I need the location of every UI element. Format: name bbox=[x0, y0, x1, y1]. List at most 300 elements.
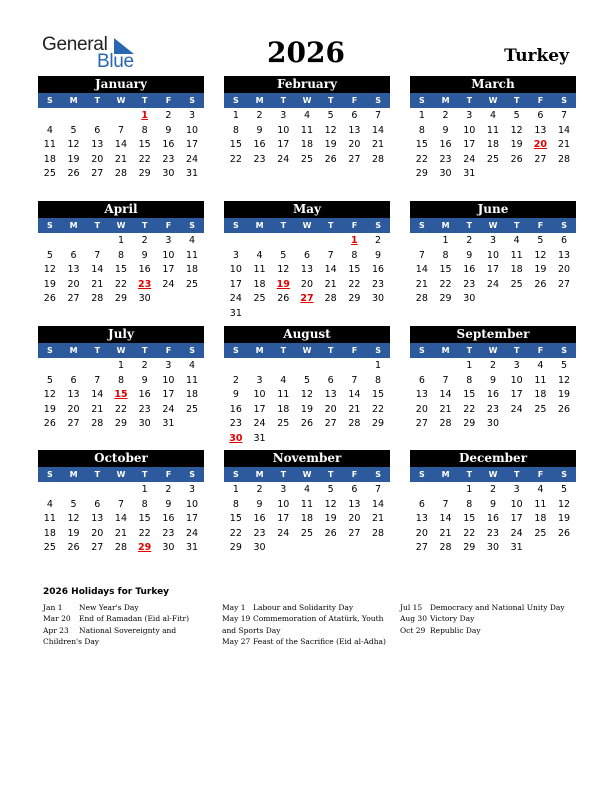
day-cell: 19 bbox=[534, 264, 547, 275]
weekday-label: W bbox=[116, 470, 126, 479]
weekday-label: S bbox=[375, 221, 382, 230]
day-cell: 21 bbox=[372, 513, 385, 524]
month-december bbox=[410, 450, 576, 556]
holiday-name: Democracy and National Unity Day bbox=[430, 603, 565, 612]
day-cell: 11 bbox=[534, 374, 547, 386]
day-cell: 22 bbox=[463, 403, 476, 415]
day-grid bbox=[410, 358, 576, 432]
day-cell: 3 bbox=[189, 484, 196, 495]
day-cell: 23 bbox=[162, 527, 175, 539]
day-cell: 9 bbox=[442, 124, 449, 136]
day-cell: 28 bbox=[372, 153, 385, 165]
empty-cell bbox=[109, 109, 133, 124]
day-cell: 17 bbox=[162, 389, 175, 400]
day-cell: 11 bbox=[277, 389, 290, 400]
day-cell: 7 bbox=[375, 484, 382, 495]
day-cell: 3 bbox=[466, 110, 473, 121]
holiday-day-cell: 19 bbox=[276, 278, 290, 290]
day-cell: 17 bbox=[186, 139, 199, 150]
logo-text-general: General bbox=[42, 34, 108, 55]
day-cell: 5 bbox=[46, 249, 53, 261]
day-cell: 14 bbox=[372, 498, 385, 510]
day-cell: 23 bbox=[162, 153, 175, 165]
day-cell: 4 bbox=[303, 484, 310, 495]
day-cell: 26 bbox=[558, 403, 571, 415]
month-february bbox=[224, 76, 390, 167]
day-cell: 1 bbox=[232, 110, 239, 121]
weekday-label: S bbox=[232, 96, 239, 105]
weekday-label: W bbox=[302, 221, 312, 230]
day-cell: 2 bbox=[442, 110, 449, 121]
day-cell: 20 bbox=[67, 278, 80, 290]
month-title: February bbox=[224, 76, 390, 93]
holiday-date: Mar 20 bbox=[43, 614, 71, 624]
weekday-label: F bbox=[537, 346, 544, 355]
day-cell: 5 bbox=[70, 124, 77, 136]
day-cell: 30 bbox=[486, 542, 499, 553]
holiday-entry bbox=[43, 602, 213, 613]
day-cell: 22 bbox=[348, 278, 361, 290]
day-cell: 19 bbox=[300, 403, 313, 415]
day-cell: 11 bbox=[510, 249, 523, 261]
day-cell: 28 bbox=[558, 153, 571, 165]
day-cell: 22 bbox=[114, 278, 127, 290]
month-may bbox=[224, 201, 390, 321]
day-cell: 12 bbox=[558, 374, 571, 386]
month-title: July bbox=[38, 326, 204, 343]
day-cell: 10 bbox=[162, 249, 175, 261]
day-cell: 10 bbox=[186, 124, 199, 136]
day-cell: 25 bbox=[510, 278, 523, 290]
day-cell: 27 bbox=[67, 418, 80, 429]
weekday-label: S bbox=[232, 346, 239, 355]
weekday-label: F bbox=[537, 470, 544, 479]
day-cell: 20 bbox=[415, 527, 428, 539]
day-cell: 4 bbox=[256, 249, 263, 261]
holiday-column bbox=[400, 602, 570, 636]
weekday-header bbox=[410, 467, 576, 482]
day-cell: 18 bbox=[277, 403, 290, 415]
holiday-date: Jan 1 bbox=[43, 603, 63, 612]
month-january bbox=[38, 76, 204, 182]
empty-cell bbox=[295, 234, 319, 249]
day-cell: 26 bbox=[277, 293, 290, 304]
holiday-name: New Year's Day bbox=[79, 603, 139, 612]
day-cell: 12 bbox=[43, 389, 56, 400]
day-cell: 19 bbox=[324, 513, 337, 524]
day-cell: 9 bbox=[165, 124, 172, 136]
day-cell: 16 bbox=[138, 389, 151, 400]
month-title: November bbox=[224, 450, 390, 467]
empty-cell bbox=[62, 483, 86, 498]
day-cell: 16 bbox=[162, 513, 175, 524]
day-cell: 8 bbox=[232, 124, 239, 136]
day-cell: 9 bbox=[141, 374, 148, 386]
day-cell: 29 bbox=[415, 168, 428, 179]
day-cell: 9 bbox=[256, 498, 263, 510]
day-cell: 5 bbox=[327, 110, 334, 121]
day-cell: 25 bbox=[186, 403, 199, 415]
day-cell: 8 bbox=[466, 374, 473, 386]
day-cell: 17 bbox=[186, 513, 199, 524]
weekday-label: S bbox=[189, 470, 196, 479]
weekday-label: T bbox=[94, 470, 101, 479]
day-cell: 15 bbox=[138, 513, 151, 524]
day-cell: 10 bbox=[463, 124, 476, 136]
day-cell: 29 bbox=[463, 418, 476, 429]
day-cell: 20 bbox=[348, 513, 361, 524]
weekday-label: M bbox=[69, 470, 78, 479]
day-cell: 12 bbox=[43, 264, 56, 275]
weekday-label: F bbox=[351, 470, 358, 479]
weekday-label: T bbox=[280, 470, 287, 479]
day-cell: 11 bbox=[534, 498, 547, 510]
day-cell: 24 bbox=[510, 527, 523, 539]
day-cell: 14 bbox=[91, 264, 104, 275]
day-cell: 3 bbox=[165, 360, 172, 371]
weekday-label: T bbox=[514, 96, 520, 105]
weekday-label: W bbox=[488, 346, 498, 355]
day-cell: 27 bbox=[91, 542, 104, 553]
day-cell: 30 bbox=[463, 293, 476, 304]
day-cell: 13 bbox=[91, 513, 104, 524]
day-cell: 10 bbox=[253, 389, 266, 400]
day-cell: 22 bbox=[415, 153, 428, 165]
day-cell: 28 bbox=[91, 418, 104, 429]
day-cell: 10 bbox=[510, 374, 523, 386]
weekday-label: T bbox=[280, 96, 287, 105]
day-cell: 20 bbox=[558, 264, 571, 275]
weekday-header bbox=[224, 93, 390, 108]
day-cell: 25 bbox=[534, 527, 547, 539]
day-cell: 3 bbox=[513, 360, 520, 371]
weekday-label: S bbox=[46, 221, 53, 230]
weekday-label: S bbox=[232, 221, 239, 230]
holiday-name: Feast of the Sacrifice (Eid al-Adha) bbox=[253, 636, 386, 646]
weekday-label: S bbox=[46, 346, 53, 355]
weekday-label: W bbox=[116, 346, 126, 355]
day-cell: 7 bbox=[418, 249, 425, 261]
day-cell: 12 bbox=[324, 124, 337, 136]
holiday-day-cell: 20 bbox=[533, 139, 547, 150]
day-cell: 10 bbox=[229, 264, 242, 275]
day-cell: 15 bbox=[114, 264, 127, 275]
holiday-date: Jul 15 bbox=[400, 603, 423, 612]
empty-cell bbox=[62, 109, 86, 124]
holiday-date: May 1 bbox=[222, 603, 246, 612]
day-cell: 2 bbox=[232, 374, 239, 386]
day-cell: 12 bbox=[300, 389, 313, 400]
day-cell: 18 bbox=[534, 389, 547, 400]
day-cell: 9 bbox=[489, 374, 496, 386]
weekday-label: S bbox=[189, 96, 196, 105]
weekday-label: T bbox=[466, 221, 473, 230]
day-cell: 25 bbox=[300, 153, 313, 165]
weekday-label: M bbox=[255, 346, 264, 355]
day-grid bbox=[410, 108, 576, 182]
day-cell: 1 bbox=[232, 484, 239, 495]
day-cell: 1 bbox=[442, 235, 449, 246]
weekday-label: T bbox=[328, 96, 334, 105]
day-cell: 23 bbox=[138, 403, 151, 415]
holiday-date: Aug 30 bbox=[400, 614, 427, 624]
weekday-label: W bbox=[488, 221, 498, 230]
empty-cell bbox=[38, 359, 62, 374]
day-cell: 13 bbox=[534, 124, 547, 136]
weekday-label: S bbox=[189, 221, 196, 230]
day-cell: 14 bbox=[114, 139, 127, 150]
empty-cell bbox=[295, 359, 319, 374]
weekday-label: S bbox=[46, 96, 53, 105]
day-cell: 4 bbox=[303, 110, 310, 121]
day-cell: 1 bbox=[466, 360, 473, 371]
empty-cell bbox=[319, 359, 343, 374]
month-april bbox=[38, 201, 204, 307]
day-cell: 4 bbox=[189, 360, 196, 371]
month-march bbox=[410, 76, 576, 182]
day-cell: 16 bbox=[372, 264, 385, 275]
day-cell: 30 bbox=[486, 418, 499, 429]
day-cell: 24 bbox=[277, 153, 290, 165]
weekday-label: S bbox=[561, 221, 568, 230]
day-cell: 12 bbox=[534, 249, 547, 261]
weekday-label: T bbox=[328, 470, 334, 479]
day-cell: 13 bbox=[67, 389, 80, 400]
holiday-name: End of Ramadan (Eid al-Fitr) bbox=[79, 614, 190, 624]
day-cell: 26 bbox=[67, 168, 80, 179]
weekday-label: T bbox=[94, 96, 101, 105]
day-cell: 31 bbox=[186, 542, 199, 553]
day-cell: 23 bbox=[463, 278, 476, 290]
day-cell: 8 bbox=[232, 498, 239, 510]
day-cell: 11 bbox=[186, 249, 199, 261]
day-cell: 21 bbox=[372, 139, 385, 150]
day-cell: 15 bbox=[415, 139, 428, 150]
holiday-column bbox=[43, 602, 213, 647]
day-cell: 21 bbox=[114, 153, 127, 165]
day-cell: 13 bbox=[415, 513, 428, 524]
day-cell: 27 bbox=[558, 278, 571, 290]
day-cell: 18 bbox=[43, 153, 56, 165]
day-cell: 7 bbox=[117, 498, 124, 510]
day-cell: 6 bbox=[303, 249, 310, 261]
day-cell: 23 bbox=[253, 527, 266, 539]
day-cell: 20 bbox=[91, 527, 104, 539]
day-cell: 15 bbox=[229, 139, 242, 150]
empty-cell bbox=[343, 359, 367, 374]
month-title: October bbox=[38, 450, 204, 467]
day-cell: 4 bbox=[489, 110, 496, 121]
month-title: August bbox=[224, 326, 390, 343]
day-cell: 6 bbox=[537, 110, 544, 121]
day-cell: 3 bbox=[280, 110, 287, 121]
day-cell: 13 bbox=[324, 389, 337, 400]
day-cell: 9 bbox=[141, 249, 148, 261]
day-cell: 27 bbox=[348, 153, 361, 165]
weekday-label: F bbox=[165, 221, 172, 230]
day-cell: 12 bbox=[510, 124, 523, 136]
day-cell: 16 bbox=[486, 389, 499, 400]
month-june bbox=[410, 201, 576, 307]
day-cell: 29 bbox=[348, 293, 361, 304]
month-july bbox=[38, 326, 204, 432]
day-cell: 19 bbox=[324, 139, 337, 150]
day-cell: 27 bbox=[415, 542, 428, 553]
day-cell: 17 bbox=[277, 139, 290, 150]
weekday-label: T bbox=[94, 221, 101, 230]
day-grid bbox=[38, 358, 204, 432]
empty-cell bbox=[85, 359, 109, 374]
empty-cell bbox=[410, 359, 434, 374]
day-cell: 14 bbox=[439, 513, 452, 524]
month-title: May bbox=[224, 201, 390, 218]
day-cell: 18 bbox=[486, 139, 499, 150]
day-cell: 31 bbox=[162, 418, 175, 429]
empty-cell bbox=[271, 234, 295, 249]
day-cell: 26 bbox=[43, 293, 56, 304]
day-cell: 28 bbox=[439, 418, 452, 429]
day-cell: 26 bbox=[300, 418, 313, 429]
weekday-label: M bbox=[441, 221, 450, 230]
day-cell: 8 bbox=[351, 249, 358, 261]
holiday-name: Republic Day bbox=[430, 625, 481, 635]
day-cell: 14 bbox=[439, 389, 452, 400]
calendar-country: Turkey bbox=[504, 46, 569, 66]
day-cell: 27 bbox=[534, 153, 547, 165]
day-grid bbox=[224, 108, 390, 167]
day-cell: 26 bbox=[324, 527, 337, 539]
day-cell: 19 bbox=[67, 153, 80, 165]
empty-cell bbox=[319, 234, 343, 249]
day-cell: 22 bbox=[229, 153, 242, 165]
weekday-header bbox=[410, 93, 576, 108]
holiday-name: Commemoration of Atatürk, Youth and Sports Day bbox=[222, 614, 384, 635]
day-cell: 30 bbox=[138, 293, 151, 304]
day-cell: 2 bbox=[141, 360, 148, 371]
day-cell: 13 bbox=[300, 264, 313, 275]
holiday-entry bbox=[222, 602, 392, 613]
weekday-label: T bbox=[280, 221, 287, 230]
day-grid bbox=[224, 358, 390, 446]
day-cell: 14 bbox=[91, 389, 104, 400]
day-cell: 16 bbox=[253, 513, 266, 524]
weekday-label: T bbox=[514, 221, 520, 230]
day-cell: 21 bbox=[348, 403, 361, 415]
weekday-label: W bbox=[302, 96, 312, 105]
day-cell: 31 bbox=[510, 542, 523, 553]
day-cell: 21 bbox=[415, 278, 428, 290]
day-cell: 15 bbox=[463, 513, 476, 524]
day-cell: 1 bbox=[418, 110, 425, 121]
day-cell: 21 bbox=[91, 403, 104, 415]
day-cell: 9 bbox=[489, 498, 496, 510]
empty-cell bbox=[224, 234, 248, 249]
empty-cell bbox=[248, 359, 272, 374]
day-cell: 26 bbox=[534, 278, 547, 290]
weekday-label: M bbox=[69, 221, 78, 230]
day-cell: 6 bbox=[561, 235, 568, 246]
day-cell: 6 bbox=[418, 498, 425, 510]
weekday-label: S bbox=[418, 346, 425, 355]
day-cell: 6 bbox=[94, 498, 101, 510]
day-cell: 24 bbox=[229, 293, 242, 304]
day-cell: 14 bbox=[114, 513, 127, 524]
day-cell: 25 bbox=[186, 278, 199, 290]
day-cell: 8 bbox=[375, 374, 382, 386]
empty-cell bbox=[62, 234, 86, 249]
weekday-label: F bbox=[537, 221, 544, 230]
day-cell: 3 bbox=[189, 110, 196, 121]
day-cell: 25 bbox=[486, 153, 499, 165]
day-cell: 4 bbox=[537, 484, 544, 495]
day-cell: 8 bbox=[141, 498, 148, 510]
holiday-entry bbox=[222, 636, 392, 647]
weekday-header bbox=[410, 218, 576, 233]
day-cell: 2 bbox=[489, 360, 496, 371]
day-cell: 9 bbox=[256, 124, 263, 136]
day-cell: 20 bbox=[415, 403, 428, 415]
day-cell: 26 bbox=[43, 418, 56, 429]
day-grid bbox=[224, 233, 390, 321]
day-cell: 26 bbox=[324, 153, 337, 165]
day-cell: 17 bbox=[277, 513, 290, 524]
empty-cell bbox=[271, 359, 295, 374]
day-cell: 16 bbox=[229, 403, 242, 415]
day-cell: 7 bbox=[351, 374, 358, 386]
day-cell: 7 bbox=[327, 249, 334, 261]
day-cell: 10 bbox=[162, 374, 175, 386]
day-cell: 19 bbox=[43, 278, 56, 290]
weekday-label: M bbox=[255, 470, 264, 479]
holiday-entry bbox=[400, 625, 570, 636]
empty-cell bbox=[224, 359, 248, 374]
day-cell: 27 bbox=[348, 527, 361, 539]
day-cell: 8 bbox=[117, 249, 124, 261]
day-cell: 22 bbox=[138, 153, 151, 165]
day-cell: 21 bbox=[91, 278, 104, 290]
day-cell: 5 bbox=[280, 249, 287, 261]
day-cell: 14 bbox=[558, 124, 571, 136]
day-cell: 23 bbox=[486, 403, 499, 415]
day-cell: 19 bbox=[67, 527, 80, 539]
day-cell: 2 bbox=[375, 235, 382, 246]
empty-cell bbox=[38, 234, 62, 249]
day-cell: 23 bbox=[372, 278, 385, 290]
holiday-day-cell: 27 bbox=[300, 293, 314, 304]
day-cell: 6 bbox=[70, 374, 77, 386]
day-cell: 4 bbox=[513, 235, 520, 246]
weekday-label: S bbox=[375, 346, 382, 355]
weekday-label: W bbox=[488, 470, 498, 479]
day-cell: 15 bbox=[439, 264, 452, 275]
day-cell: 5 bbox=[561, 484, 568, 495]
weekday-label: M bbox=[69, 96, 78, 105]
day-cell: 25 bbox=[277, 418, 290, 429]
day-cell: 1 bbox=[375, 360, 382, 371]
day-cell: 3 bbox=[280, 484, 287, 495]
day-cell: 13 bbox=[348, 498, 361, 510]
day-cell: 30 bbox=[439, 168, 452, 179]
weekday-label: F bbox=[351, 221, 358, 230]
day-cell: 30 bbox=[372, 293, 385, 304]
day-cell: 11 bbox=[43, 513, 56, 524]
day-cell: 4 bbox=[189, 235, 196, 246]
weekday-label: F bbox=[165, 470, 172, 479]
day-cell: 21 bbox=[558, 139, 571, 150]
day-cell: 16 bbox=[463, 264, 476, 275]
month-october bbox=[38, 450, 204, 556]
calendar-year: 2026 bbox=[267, 36, 345, 69]
